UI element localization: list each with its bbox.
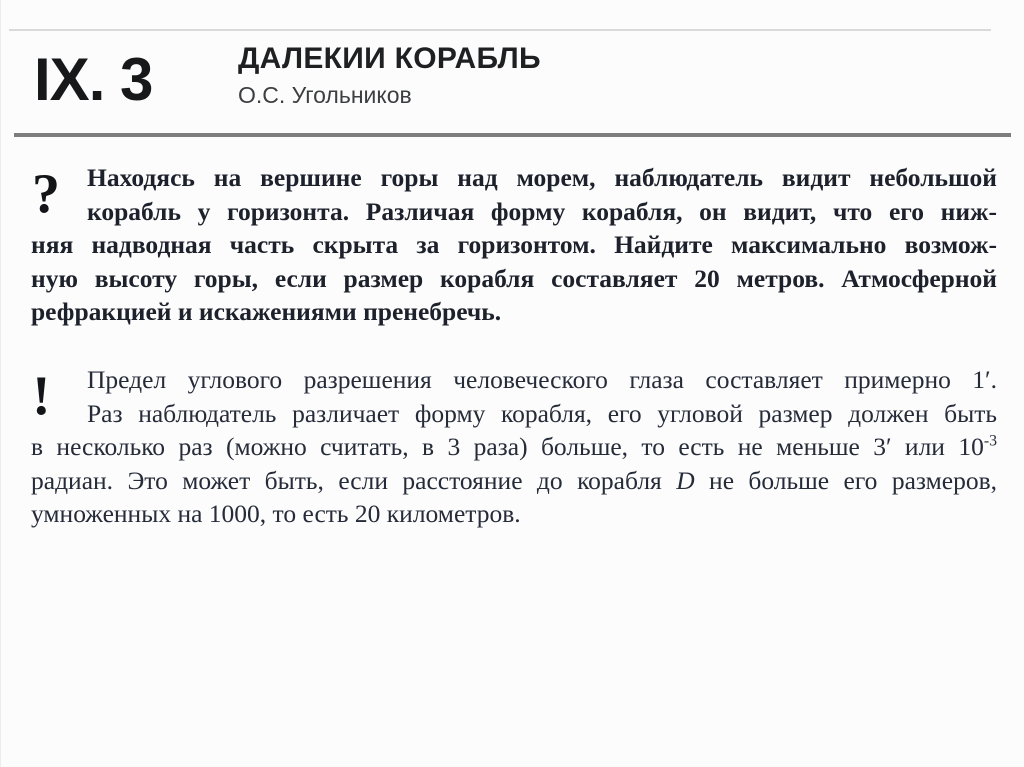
problem-title: ДАЛЕКИИ КОРАБЛЬ [238, 42, 541, 75]
text-line [31, 195, 997, 229]
answer-text [31, 363, 997, 531]
text-segment: няя надводная часть скрыта за горизонтом. Найдите максимально возмож- [31, 230, 997, 260]
text-line [31, 430, 997, 464]
text-segment: ную высоту горы, если размер корабля составляет 20 метров. Атмосферной [31, 263, 997, 293]
question-mark-icon: ? [32, 163, 60, 225]
text-line [31, 262, 997, 296]
text-line [31, 161, 997, 195]
text-segment: радиан. Это может быть, если расстояние до корабля [31, 465, 677, 495]
text-line [31, 497, 997, 531]
answer-section [31, 363, 997, 531]
text-segment: Предел углового разрешения человеческого глаза составляет примерно 1′. [87, 365, 997, 394]
text-line [31, 363, 997, 397]
text-line [31, 397, 997, 431]
text-segment: D [676, 465, 695, 495]
header-divider [14, 133, 1011, 137]
text-line [31, 228, 997, 262]
problem-author: О.С. Угольников [238, 82, 412, 108]
text-line [31, 295, 997, 329]
text-line [31, 464, 997, 498]
text-segment: Находясь на вершине горы над морем, наблюдатель видит небольшой [87, 163, 997, 192]
text-segment: корабль у горизонта. Различая форму корабля, он видит, что его ниж- [87, 196, 997, 226]
text-segment: рефракцией и искажениями пренебречь. [31, 297, 502, 327]
text-segment: не больше его размеров, [694, 465, 997, 495]
text-segment: умноженных на 1000, то есть 20 километров. [31, 499, 521, 529]
text-segment: -3 [983, 432, 997, 450]
question-text [31, 161, 997, 329]
text-segment: Раз наблюдатель различает форму корабля, его угловой размер должен быть [87, 398, 997, 428]
problem-number: IX. 3 [34, 46, 153, 113]
top-divider [9, 29, 991, 31]
question-section [31, 161, 997, 329]
exclamation-mark-icon: ! [32, 365, 51, 427]
text-segment: в несколько раз (можно считать, в 3 раза) больше, то есть не меньше 3′ или 10 [31, 432, 984, 462]
